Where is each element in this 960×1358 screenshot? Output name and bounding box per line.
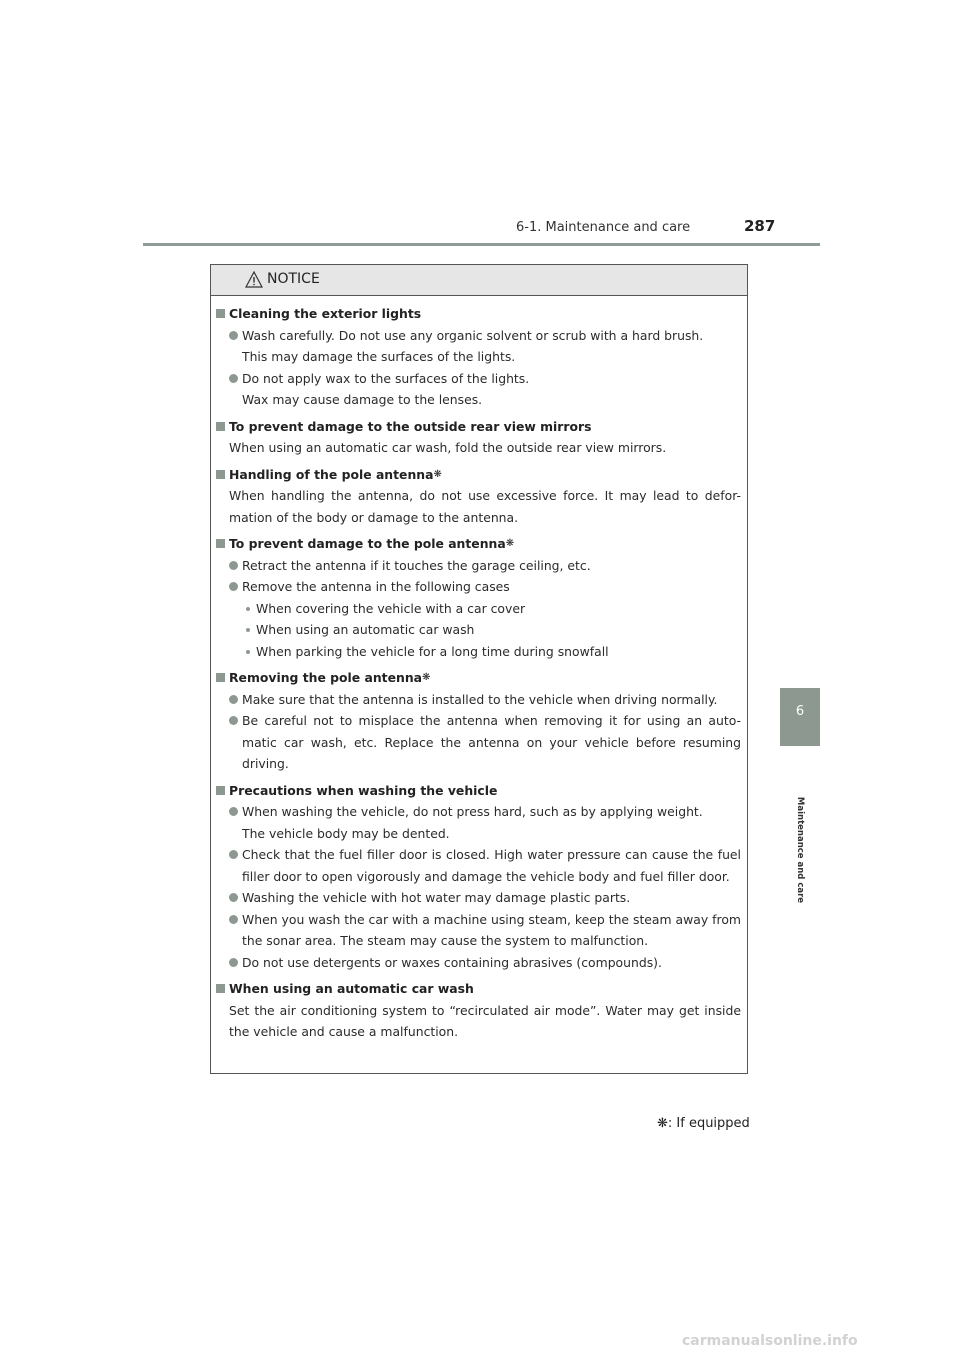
list-item: Wash carefully. Do not use any organic solvent or scrub with a hard brush.: [215, 325, 741, 347]
chapter-tab-label: Maintenance and care: [795, 796, 805, 904]
asterisk-icon: ❋: [433, 468, 442, 480]
list-item: When washing the vehicle, do not press hard, such as by applying weight.: [215, 801, 741, 823]
round-bullet-icon: [229, 695, 238, 704]
round-bullet-icon: [229, 374, 238, 383]
paragraph: When using an automatic car wash, fold the outside rear view mirrors.: [229, 440, 667, 455]
chapter-tab[interactable]: 6: [780, 688, 820, 746]
square-bullet-icon: [216, 309, 225, 318]
list-item: Check that the fuel filler door is closed. High water pressure can cause the fuel filler door to open vigorously and damage the vehicle body and fuel filler door.: [215, 844, 741, 887]
list-item-continuation: Wax may cause damage to the lenses.: [242, 392, 483, 407]
header-rule: [143, 243, 820, 246]
sub-list-item: When parking the vehicle for a long time during snowfall: [215, 641, 741, 663]
notice-title: NOTICE: [267, 271, 320, 287]
round-bullet-icon: [229, 850, 238, 859]
round-bullet-icon: [229, 331, 238, 340]
section-title: 6-1. Maintenance and care: [516, 220, 691, 235]
notice-content: [215, 303, 741, 1043]
sub-list-item: When using an automatic car wash: [215, 619, 741, 641]
round-bullet-icon: [229, 716, 238, 725]
small-bullet-icon: [246, 607, 250, 611]
square-bullet-icon: [216, 470, 225, 479]
square-bullet-icon: [216, 786, 225, 795]
square-bullet-icon: [216, 539, 225, 548]
sub-list-item: When covering the vehicle with a car cover: [215, 598, 741, 620]
small-bullet-icon: [246, 650, 250, 654]
list-item: Do not apply wax to the surfaces of the lights.: [215, 368, 741, 390]
square-bullet-icon: [216, 422, 225, 431]
round-bullet-icon: [229, 915, 238, 924]
round-bullet-icon: [229, 561, 238, 570]
round-bullet-icon: [229, 958, 238, 967]
paragraph: When handling the antenna, do not use excessive force. It may lead to defor-mation of the body or damage to the antenna.: [229, 488, 741, 525]
heading-cleaning-lights: Cleaning the exterior lights: [215, 303, 741, 325]
paragraph: Set the air conditioning system to “recirculated air mode”. Water may get inside the vehicle and cause a malfunction.: [229, 1002, 741, 1039]
asterisk-icon: ❋: [505, 538, 515, 549]
notice-box: [210, 264, 748, 1074]
heading-automatic-car-wash: When using an automatic car wash: [215, 978, 741, 1000]
list-item-continuation: The vehicle body may be dented.: [242, 825, 450, 841]
page-number: 287: [744, 217, 776, 235]
heading-mirrors: To prevent damage to the outside rear view mirrors: [215, 416, 741, 438]
list-item: Retract the antenna if it touches the garage ceiling, etc.: [215, 555, 741, 577]
list-item: Do not use detergents or waxes containing abrasives (compounds).: [215, 952, 741, 974]
square-bullet-icon: [216, 984, 225, 993]
list-item: When you wash the car with a machine using steam, keep the steam away from the sonar area. The steam may cause the system to malfunction.: [215, 909, 741, 952]
heading-handling-antenna: Handling of the pole antenna❋: [215, 464, 741, 486]
round-bullet-icon: [229, 893, 238, 902]
list-item: Make sure that the antenna is installed to the vehicle when driving normally.: [215, 689, 741, 711]
warning-icon: [245, 271, 263, 288]
footnote: ❋: If equipped: [657, 1116, 750, 1131]
heading-removing-antenna: Removing the pole antenna❋: [215, 667, 741, 689]
round-bullet-icon: [229, 807, 238, 816]
small-bullet-icon: [246, 628, 250, 632]
list-item: Be careful not to misplace the antenna when removing it for using an auto-matic car wash, etc. Replace the antenna on your vehicle before resuming driving.: [215, 710, 741, 775]
list-item: Remove the antenna in the following cases: [215, 576, 741, 598]
list-item: Washing the vehicle with hot water may damage plastic parts.: [215, 887, 741, 909]
round-bullet-icon: [229, 582, 238, 591]
list-item-continuation: This may damage the surfaces of the lights.: [242, 349, 516, 364]
asterisk-icon: ❋: [422, 672, 431, 683]
watermark: carmanualsonline.info: [682, 1333, 858, 1349]
square-bullet-icon: [216, 673, 225, 682]
notice-header: [211, 265, 747, 296]
heading-washing-precautions: Precautions when washing the vehicle: [215, 780, 741, 802]
heading-damage-antenna: To prevent damage to the pole antenna❋: [215, 533, 741, 555]
